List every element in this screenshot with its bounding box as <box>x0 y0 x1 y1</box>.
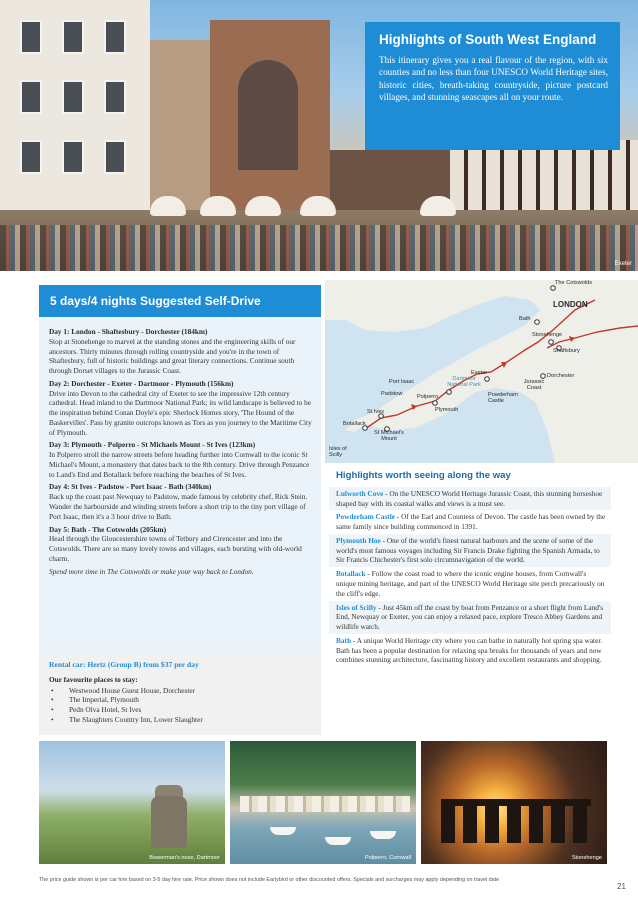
marker-plymouth <box>433 401 438 406</box>
page-number: 21 <box>617 882 626 891</box>
stay-list <box>49 686 312 725</box>
map-label: Bath <box>519 316 531 322</box>
day-title: Day 4: St Ives - Padstow - Port Isaac - Bath (340km) <box>49 482 212 492</box>
day-entry <box>49 440 312 479</box>
photo-caption: Polperro, Cornwall <box>364 855 411 861</box>
hero-caption: Exeter <box>614 261 632 267</box>
map-label: Plymouth <box>435 407 459 413</box>
crowd <box>0 225 638 271</box>
marker-stonehenge <box>549 340 554 345</box>
stay-heading: Our favourite places to stay: <box>49 675 138 685</box>
day-text: Head through the Gloucestershire towns of Tetbury and Cirencester and into the Cotswolds. There are so many lovely towns and villages, each bursting with old-world charm. <box>49 534 302 563</box>
highlight-item <box>329 567 611 600</box>
rental-car: Rental car: Hertz (Group B) from $37 per day <box>49 660 199 669</box>
rental-box <box>39 653 321 735</box>
day-title: Day 1: London - Shaftesbury - Dorchester (184km) <box>49 327 208 336</box>
map-label: St Ives <box>367 409 385 415</box>
list-item: • The Imperial, Plymouth <box>49 695 312 705</box>
rock-stack <box>151 796 187 848</box>
day-text: Stop at Stonehenge to marvel at the standing stones and the engineering skills of our ancestors. Thirty minutes through rolling countryside and you're in the town of Shaftesbury, full of historic buildings and great literary connections. Continue south through Dorset villages to the Jurassic Coast. <box>49 336 296 376</box>
map-label: Shaftsbury <box>553 348 580 354</box>
itinerary-panel <box>39 317 321 653</box>
highlight-item <box>329 510 611 534</box>
marker-polperro <box>447 390 452 395</box>
photo-caption: Stonehenge <box>571 855 602 861</box>
photo-polperro <box>230 741 416 864</box>
highlight-item <box>329 534 611 567</box>
day-entry <box>49 379 312 438</box>
map-label: Botallack <box>343 421 366 427</box>
highlight-text: - Just 45km off the coast by boat from Penzance or a short flight from Land's End, Newquay or Exeter, you can enjoy a relaxed pace, explore Tresco Abbey Gardens and wildlife watch. <box>336 602 604 632</box>
photo-bowermans-nose <box>39 741 225 864</box>
map-label: Powderham Castle <box>488 392 518 405</box>
marker-exeter <box>485 377 490 382</box>
highlight-text: - One of the world's finest natural harbours and the scene of some of the world's most famous voyages including Sir Francis Drake fighting the Spanish Armada, to Sir Francis Chichester's first solo circumnavigation of the world. <box>336 535 600 565</box>
day-title: Day 5: Bath - The Cotswolds (205km) <box>49 524 167 534</box>
list-item: • Westwood House Guest House, Dorchester <box>49 686 312 696</box>
highlight-text: - A unique World Heritage city where you can bathe in naturally hot spring spa water. Bath has been a popular destination for relaxing spa breaks for thousands of years and now combines stunning architecture, fascinating history and excellent restaurants and shopping. <box>336 635 603 665</box>
highlights-panel <box>329 470 611 667</box>
highlight-name: Bath <box>336 635 352 645</box>
highlight-name: Plymouth Hoe <box>336 535 381 545</box>
boat <box>270 827 296 835</box>
intro-body: This itinerary gives you a real flavour of the region, with six counties and no less than four UNESCO World Heritage sites, historic cities, breath-taking countryside, picture postcard villages, and stunning seascapes all on your route. <box>379 55 608 102</box>
highlight-item <box>329 601 611 634</box>
day-text: Drive into Devon to the cathedral city of Exeter to see the impressive 12th century cathedral. Head inland to the Dartmoor National Park; its wild landscape is believed to be the inspiration behind Conan Doyle's epic Sherlock Homes story, 'The Hound of the Baskervilles'. Pass by granite outcrops known as Tors as you journey to the Maritime City of Plymouth. <box>49 388 312 437</box>
map-label: Isles of Scilly <box>329 446 347 459</box>
map-label: Padstow <box>381 391 403 397</box>
highlight-name: Powderham Castle <box>336 512 395 522</box>
map-label: St Michael's Mount <box>374 430 404 443</box>
route-map <box>325 280 638 463</box>
map-label-park: Dartmoor National Park <box>447 376 481 389</box>
highlight-name: Lulworth Cove <box>336 488 384 498</box>
price-footnote: The price guide shown is per car hire based on 3-5 day hire rate. Price shown does not include Earlybird or other discounted offers. Specials and surcharges may apply depending on travel date <box>39 877 500 883</box>
marker-cotswolds <box>551 286 556 291</box>
harbour-houses <box>240 796 410 812</box>
standing-stones <box>441 803 591 843</box>
map-label: Dorchester <box>547 373 575 379</box>
highlight-text: - Of the Earl and Countess of Devon. The castle has been owned by the same family since building commenced in 1391. <box>336 512 606 532</box>
day-title: Day 2: Dorchester - Exeter - Dartmoor - Plymouth (156km) <box>49 378 234 388</box>
church-window <box>238 60 298 170</box>
map-label: Port Isaac <box>389 379 415 385</box>
map-label: Exeter <box>471 370 488 376</box>
intro-box <box>365 22 620 150</box>
day-text: Back up the coast past Newquay to Padstow, made famous by celebrity chef, Rick Stein. Wander the harbourside and winding streets before a short trip to the tiny port village of Port Isaac, then it's a 3 hour drive to Bath. <box>49 492 308 521</box>
list-item: • Pedn Olva Hotel, St Ives <box>49 705 312 715</box>
building-left <box>0 0 150 230</box>
day-title: Day 3: Plymouth - Polperro - St Michaels Mount - St Ives (123km) <box>49 440 256 450</box>
spend-more-note: Spend more time in The Cotswolds or make your way back to London. <box>49 566 254 576</box>
map-label: Stonehenge <box>532 332 563 338</box>
highlights-title: Highlights worth seeing along the way <box>336 470 511 481</box>
intro-title: Highlights of South West England <box>379 32 597 47</box>
highlight-name: Botallack <box>336 569 366 579</box>
highlight-item <box>329 634 611 667</box>
highlight-item <box>329 487 611 511</box>
marker-dorchester <box>541 374 546 379</box>
map-label-london: LONDON <box>553 300 588 309</box>
marker-bath <box>535 320 540 325</box>
day-entry <box>49 327 312 376</box>
map-label: Polperro <box>417 394 439 400</box>
boat <box>370 831 396 839</box>
map-label: The Cotswolds <box>555 280 592 286</box>
highlight-name: Isles of Scilly <box>336 602 377 612</box>
day-text: In Polperro stroll the narrow streets before heading further into Cornwall to the iconic St Michael's Mount, a monastery that dates back to the 8th century. Drive through Penzance to Land's End and Botallack before reaching the beaches of St Ives. <box>49 450 310 479</box>
day-entry <box>49 482 312 521</box>
itinerary-header <box>39 285 321 317</box>
photo-stonehenge <box>421 741 607 864</box>
boat <box>325 837 351 845</box>
photo-caption: Bowerman's nose, Dartmoor <box>149 855 220 861</box>
list-item: • The Slaughters Country Inn, Lower Slaughter <box>49 715 312 725</box>
highlight-text: - Follow the coast road to where the iconic engine houses, from Cornwall's unique mining heritage, and part of the UNESCO World Heritage site perch precariously on the cliff's edge. <box>336 569 605 598</box>
map-label: Jurassic Coast <box>523 379 545 392</box>
itinerary-title: 5 days/4 nights Suggested Self-Drive <box>50 294 261 308</box>
day-entry <box>49 525 312 564</box>
highlight-text: - On the UNESCO World Heritage Jurassic Coast, this stunning horseshoe shaped bay with its coastal walks and views is a must see. <box>336 488 603 508</box>
